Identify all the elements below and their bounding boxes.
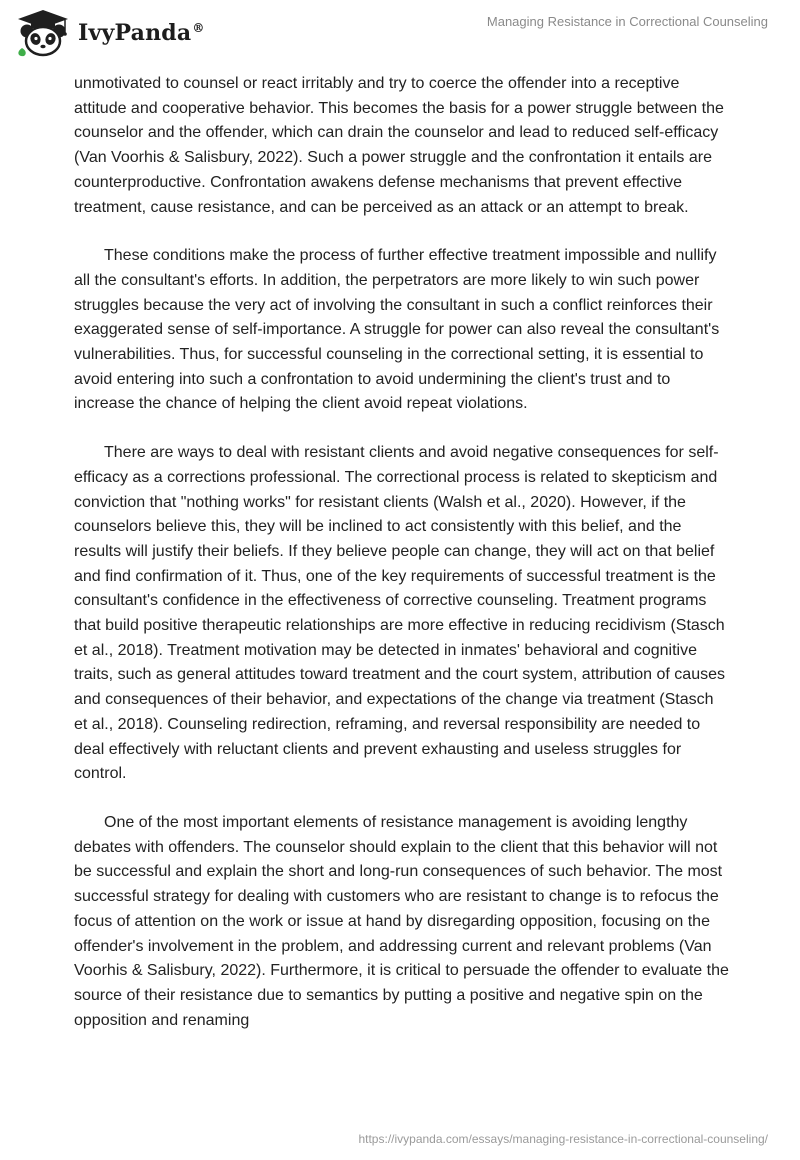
page-header: [0, 0, 800, 64]
brand-logo[interactable]: [14, 8, 205, 58]
paragraph-3: There are ways to deal with resistant clients and avoid negative consequences for self-efficacy as a corrections professional. The correctional process is related to skepticism and conviction that "nothing works" for resistant clients (Walsh et al., 2020). However, if the counselors believe this, they will be inclined to act consistently with this belief, and the results will justify their beliefs. If they believe people can change, they will act on that belief and find confirmation of it. Thus, one of the key requirements of successful treatment is the consultant's confidence in the effectiveness of corrective counseling. Treatment programs that build positive therapeutic relationships are more effective in reducing recidivism (Stasch et al., 2018). Treatment motivation may be detected in inmates' behavioral and cognitive traits, such as general attitudes toward treatment and the court system, attribution of causes and consequences of their behavior, and expectations of the change via treatment (Stasch et al., 2018). Counseling redirection, reframing, and reversal responsibility are needed to deal effectively with reluctant clients and prevent exhausting and useless struggles for control.: [74, 444, 725, 783]
panda-graduate-icon: [14, 8, 72, 58]
essay-body: [74, 72, 730, 1057]
brand-name: IvyPanda®: [78, 20, 205, 46]
document-title: Managing Resistance in Correctional Counseling: [486, 14, 768, 29]
paragraph-1: unmotivated to counsel or react irritably and try to coerce the offender into a receptive attitude and cooperative behavior. This becomes the basis for a power struggle between the counselor and the offender, which can drain the counselor and lead to reduced self-efficacy (Van Voorhis & Salisbury, 2022). Such a power struggle and the confrontation it entails are counterproductive. Confrontation awakens defense mechanisms that prevent effective treatment, cause resistance, and can be perceived as an attack or an attempt to break.: [74, 75, 724, 216]
source-url[interactable]: https://ivypanda.com/essays/managing-resistance-in-correctional-counseling/: [358, 1132, 768, 1146]
paragraph-2: These conditions make the process of further effective treatment impossible and nullify all the consultant's efforts. In addition, the perpetrators are more likely to win such power struggles because the very act of involving the consultant in such a conflict reinforces their exaggerated sense of self-importance. A struggle for power can also reveal the consultant's vulnerabilities. Thus, for successful counseling in the correctional setting, it is essential to avoid entering into such a confrontation to avoid undermining the client's trust and to increase the chance of helping the client avoid repeat violations.: [74, 247, 720, 413]
paragraph-4: One of the most important elements of resistance management is avoiding lengthy debates with offenders. The counselor should explain to the client that this behavior will not be successful and explain the short and long-run consequences of such behavior. The most successful strategy for dealing with customers who are resistant to change is to refocus the focus of attention on the work or issue at hand by disregarding opposition, focusing on the offender's involvement in the problem, and addressing current and relevant problems (Van Voorhis & Salisbury, 2022). Furthermore, it is critical to persuade the offender to evaluate the source of their resistance due to semantics by putting a positive and negative spin on the opposition and renaming: [74, 813, 729, 1029]
